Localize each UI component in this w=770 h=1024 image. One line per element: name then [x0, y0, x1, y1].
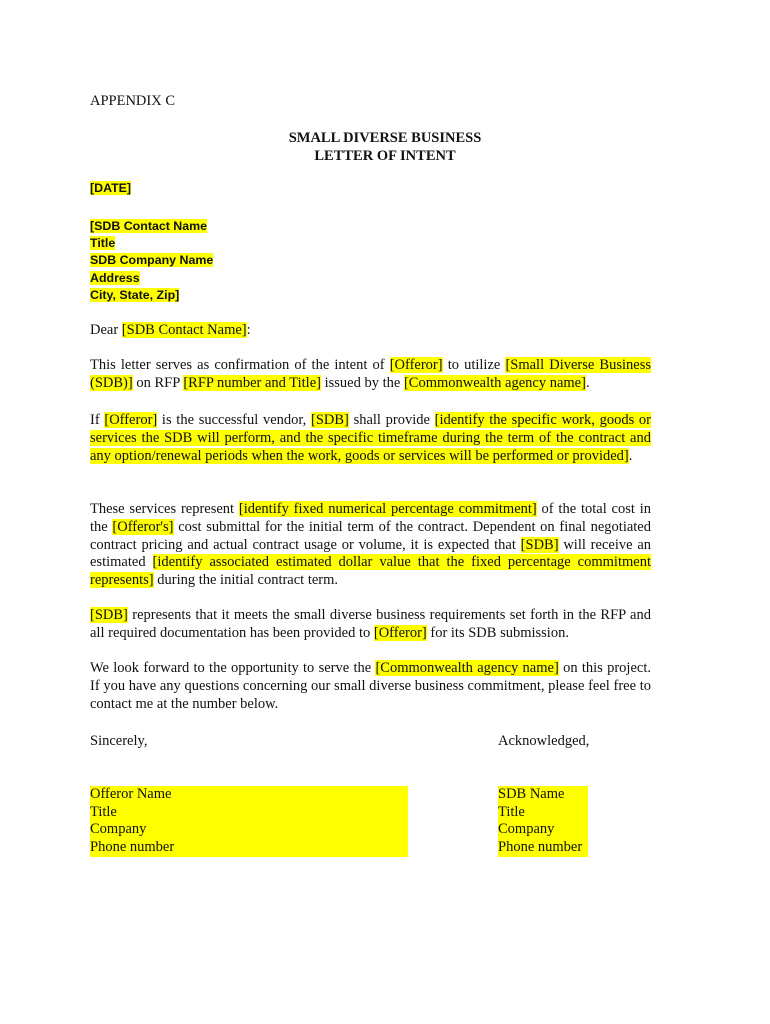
agency-placeholder: [Commonwealth agency name]: [375, 660, 559, 676]
offeror-placeholder: [Offeror]: [104, 412, 158, 428]
paragraph-services: If [Offeror] is the successful vendor, [SDB] shall provide [identify the specific work, goods or services the SDB will perform, and the specific timeframe during the term of the contract and any option/renewal periods when the work, goods or services will be performed or provided].: [90, 412, 651, 464]
address-city-state-zip: City, State, Zip]: [90, 287, 180, 302]
date-placeholder: [90, 181, 131, 195]
offeror-company: Company: [90, 821, 147, 838]
appendix-label: APPENDIX C: [90, 93, 175, 109]
paragraph-commitment: These services represent [identify fixed numerical percentage commitment] of the total cost in the [Offeror's] cost submittal for the initial term of the contract. Dependent on final negotiated contract pricing and actual contract usage or volume, it is expected that [SDB] will receive an estimated [identify associated estimated dollar value that the fixed percentage commitment represents] during the initial contract term.: [90, 501, 652, 589]
sdb-signature-block: [498, 786, 588, 857]
paragraph-closing: We look forward to the opportunity to serve the [Commonwealth agency name] on this project. If you have any questions concerning our small diverse business commitment, please feel free to contact me at the number below.: [90, 660, 651, 712]
recipient-address-block: [90, 218, 213, 304]
date-highlight: [DATE]: [90, 181, 132, 195]
sdb-company: Company: [498, 821, 555, 838]
offeror-name: Offeror Name: [90, 786, 172, 802]
document-title-line1: SMALL DIVERSE BUSINESS: [288, 130, 482, 146]
sdb-name: SDB Name: [498, 786, 565, 802]
sdb-phone: Phone number: [498, 839, 583, 856]
offeror-title: Title: [90, 803, 117, 820]
salutation-name: [SDB Contact Name]: [121, 322, 247, 338]
dollar-value-placeholder: [identify associated estimated dollar value that the fixed percentage commitment represents]: [90, 554, 651, 589]
address-title: Title: [90, 236, 116, 251]
address-street: Address: [90, 270, 140, 285]
agency-placeholder: [Commonwealth agency name]: [403, 374, 586, 391]
address-contact-name: [SDB Contact Name: [90, 219, 208, 233]
document-title-line2: LETTER OF INTENT: [314, 148, 456, 164]
offeror-placeholder: [Offeror]: [373, 624, 427, 641]
offeror-placeholder: [Offeror's]: [112, 518, 174, 535]
address-company-name: SDB Company Name: [90, 253, 214, 268]
sdb-placeholder: [SDB]: [90, 607, 128, 623]
paragraph-intent: This letter serves as confirmation of the intent of [Offeror] to utilize [Small Diverse Business (SDB)] on RFP [RFP number and Title] issued by the [Commonwealth agency name].: [90, 357, 651, 391]
rfp-placeholder: [RFP number and Title]: [183, 374, 321, 391]
closing-acknowledged: Acknowledged,: [498, 733, 590, 749]
percentage-placeholder: [identify fixed numerical percentage commitment]: [238, 501, 537, 517]
sdb-placeholder: [SDB]: [520, 536, 559, 553]
paragraph-requirements: [SDB] represents that it meets the small diverse business requirements set forth in the RFP and all required documentation has been provided to [Offeror] for its SDB submission.: [90, 607, 651, 641]
sdb-placeholder: [SDB]: [311, 412, 349, 428]
offeror-phone: Phone number: [90, 839, 175, 856]
offeror-placeholder: [Offeror]: [389, 357, 443, 373]
sdb-title: Title: [498, 803, 525, 820]
offeror-signature-block: [90, 786, 408, 857]
salutation: Dear [SDB Contact Name]:: [90, 322, 251, 338]
closing-sincerely: Sincerely,: [90, 733, 148, 749]
work-description-placeholder: [identify the specific work, goods or services the SDB will perform, and the specific timeframe during the term of the contract and any option/renewal periods when the work, goods or services will be performed or provided]: [90, 412, 651, 464]
sdb-placeholder: [Small Diverse Business (SDB)]: [90, 357, 651, 391]
